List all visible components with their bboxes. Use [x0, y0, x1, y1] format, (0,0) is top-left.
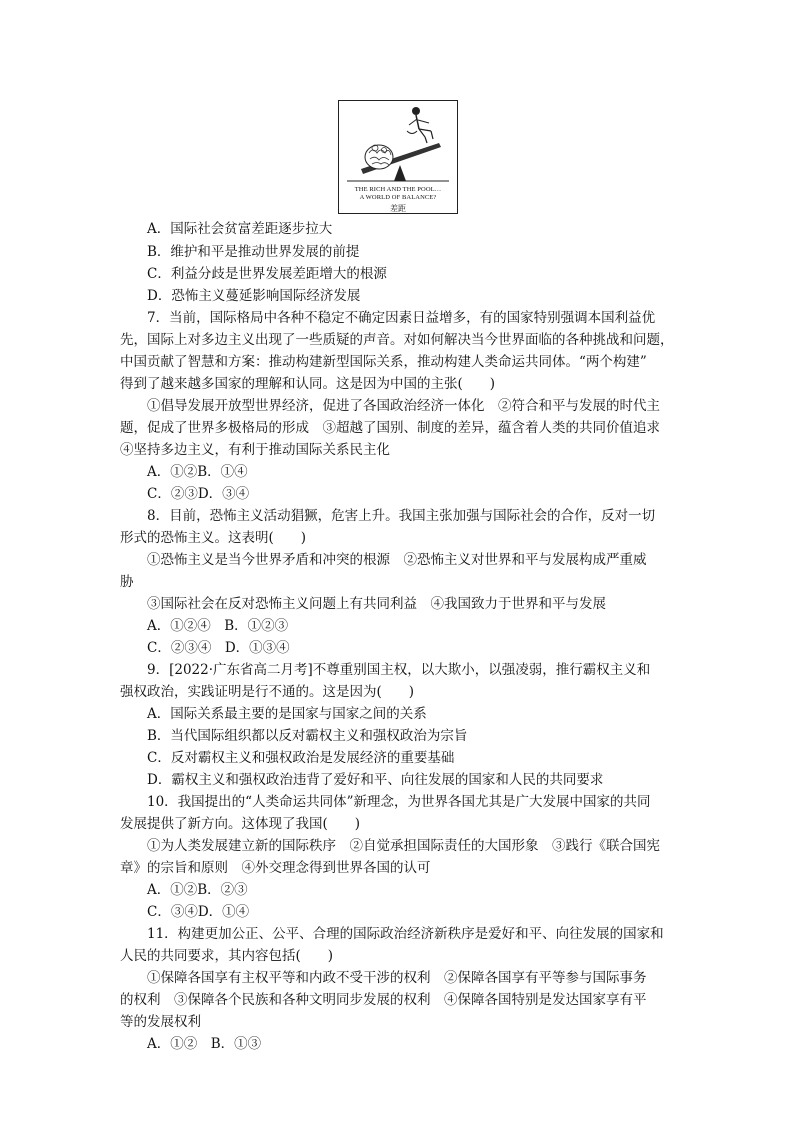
q11-stem-line: 人民的共同要求，其内容包括( ): [120, 948, 334, 964]
cartoon-caption-cn: 差距: [390, 204, 406, 213]
q7-stem-line: 中国贡献了智慧和方案：推动构建新型国际关系，推动构建人类命运共同体。“两个构建”: [120, 354, 647, 370]
q7-stem-line: 先，国际上对多边主义出现了一些质疑的声音。对如何解决当今世界面临的各种挑战和问题，: [120, 332, 674, 348]
q7-statement-line: ①倡导发展开放型世界经济，促进了各国政治经济一体化 ②符合和平与发展的时代主: [147, 398, 660, 414]
cartoon-figure: [338, 100, 458, 214]
q7-stem-line: 7．当前，国际格局中各种不稳定不确定因素日益增多，有的国家特别强调本国利益优: [147, 310, 656, 326]
q9-stem-line: 9．[2022·广东省高二月考]不尊重别国主权，以大欺小，以强凌弱，推行霸权主义和: [147, 662, 651, 678]
seesaw-illustration: [339, 101, 457, 185]
q7-options-cd: C．②③D．③④: [147, 486, 250, 502]
q9-option-a: A．国际关系最主要的是国家与国家之间的关系: [147, 706, 427, 722]
cartoon-caption-en-2: A WORLD OF BALANCE?: [359, 194, 437, 201]
q9-option-b: B．当代国际组织都以反对霸权主义和强权政治为宗旨: [147, 728, 468, 744]
q11-statement-line: 等的发展权利: [120, 1014, 201, 1030]
q10-statement-line: ①为人类发展建立新的国际秩序 ②自觉承担国际责任的大国形象 ③践行《联合国宪: [147, 838, 660, 854]
q8-statement-line: ③国际社会在反对恐怖主义问题上有共同利益 ④我国致力于世界和平与发展: [147, 596, 606, 612]
q10-stem-line: 发展提供了新方向。这体现了我国( ): [120, 816, 361, 832]
q10-stem-line: 10．我国提出的“人类命运共同体”新理念，为世界各国尤其是广大发展中国家的共同: [147, 794, 651, 810]
q7-statement-line: ④坚持多边主义，有利于推动国际关系民主化: [120, 442, 390, 458]
q8-statement-line: 胁: [120, 574, 134, 590]
q9-option-d: D．霸权主义和强权政治违背了爱好和平、向往发展的国家和人民的共同要求: [147, 772, 604, 788]
q11-statement-line: 的权利 ③保障各个民族和各种文明同步发展的权利 ④保障各国特别是发达国家享有平: [120, 992, 647, 1008]
q9-stem-line: 强权政治，实践证明是行不通的。这是因为( ): [120, 684, 415, 700]
q8-statement-line: ①恐怖主义是当今世界矛盾和冲突的根源 ②恐怖主义对世界和平与发展构成严重威: [147, 552, 647, 568]
q7-statement-line: 题，促成了世界多极格局的形成 ③超越了国别、制度的差异，蕴含着人类的共同价值追求: [120, 420, 660, 436]
q6-option-d: D．恐怖主义蔓延影响国际经济发展: [147, 288, 361, 304]
q6-option-a: A．国际社会贫富差距逐步拉大: [147, 221, 333, 237]
q8-options-cd: C．②③④ D．①③④: [147, 640, 290, 656]
q11-stem-line: 11．构建更加公正、公平、合理的国际政治经济新秩序是爱好和平、向往发展的国家和: [147, 926, 664, 942]
q9-option-c: C．反对霸权主义和强权政治是发展经济的重要基础: [147, 750, 455, 766]
q10-options-cd: C．③④D．①④: [147, 904, 250, 920]
q8-stem-line: 形式的恐怖主义。这表明( ): [120, 530, 307, 546]
q7-options-ab: A．①②B．①④: [147, 464, 248, 480]
q11-statement-line: ①保障各国享有主权平等和内政不受干涉的权利 ②保障各国享有平等参与国际事务: [147, 970, 647, 986]
q7-stem-line: 得到了越来越多国家的理解和认同。这是因为中国的主张( ): [120, 376, 496, 392]
q6-option-c: C．利益分歧是世界发展差距增大的根源: [147, 266, 387, 282]
q11-options-ab: A．①② B．①③: [147, 1036, 262, 1052]
q8-options-ab: A．①②④ B．①②③: [147, 618, 289, 634]
cartoon-caption-en-1: THE RICH AND THE POOL…: [354, 186, 442, 193]
q6-option-b: B．维护和平是推动世界发展的前提: [147, 244, 360, 260]
q10-options-ab: A．①②B．②③: [147, 882, 248, 898]
q10-statement-line: 章》的宗旨和原则 ④外交理念得到世界各国的认可: [120, 860, 431, 876]
q8-stem-line: 8．目前，恐怖主义活动猖獗，危害上升。我国主张加强与国际社会的合作，反对一切: [147, 508, 656, 524]
